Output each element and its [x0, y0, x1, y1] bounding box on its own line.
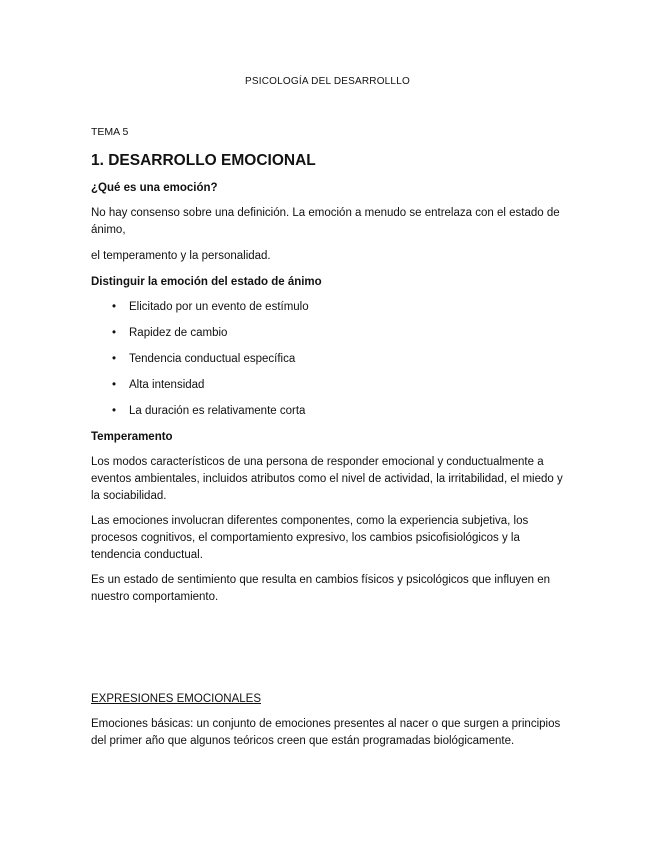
bullet-icon: • [112, 327, 117, 339]
temperament-heading: Temperamento [91, 431, 173, 443]
list-item-text: Alta intensidad [129, 379, 205, 391]
bullet-icon: • [112, 353, 117, 365]
section-title: 1. DESARROLLO EMOCIONAL [91, 152, 316, 169]
question-heading: ¿Qué es una emoción? [91, 182, 218, 194]
definition-paragraph-continued: el temperamento y la personalidad. [91, 250, 271, 262]
page-header: PSICOLOGÍA DEL DESARROLLLO [245, 76, 410, 87]
document-body [91, 124, 566, 758]
emotion-criteria-list [91, 299, 566, 420]
list-item-text: Rapidez de cambio [129, 327, 228, 339]
list-item-text: Tendencia conductual específica [129, 353, 296, 365]
list-item-text: Elicitado por un evento de estímulo [129, 301, 309, 313]
bullet-icon: • [112, 405, 117, 417]
list-item [91, 351, 566, 368]
blank-space [91, 614, 566, 691]
components-paragraph: Las emociones involucran diferentes componentes, como la experiencia subjetiva, los procesos cognitivos, el comportamiento expresivo, los cambios psicofisiológicos y la tendencia conductual. [91, 515, 529, 561]
basic-emotions-paragraph: Emociones básicas: un conjunto de emociones presentes al nacer o que surgen a principios del primer año que algunos teóricos creen que están programadas biológicamente. [91, 718, 561, 747]
bullet-icon: • [112, 301, 117, 313]
list-item-text: La duración es relativamente corta [129, 405, 306, 417]
bullet-icon: • [112, 379, 117, 391]
list-item [91, 377, 566, 394]
expressions-heading: EXPRESIONES EMOCIONALES [91, 693, 261, 705]
temperament-paragraph: Los modos característicos de una persona de responder emocional y conductualmente a eventos ambientales, incluidos atributos como el nivel de actividad, la irritabilidad, el miedo y la sociabilidad. [91, 456, 563, 502]
state-paragraph: Es un estado de sentimiento que resulta en cambios físicos y psicológicos que influyen en nuestro comportamiento. [91, 574, 550, 603]
list-item [91, 299, 566, 316]
definition-paragraph: No hay consenso sobre una definición. La emoción a menudo se entrelaza con el estado de ánimo, [91, 207, 560, 236]
list-item [91, 325, 566, 342]
list-item [91, 403, 566, 420]
distinguish-heading: Distinguir la emoción del estado de ánimo [91, 276, 322, 288]
topic-label: TEMA 5 [91, 126, 129, 138]
